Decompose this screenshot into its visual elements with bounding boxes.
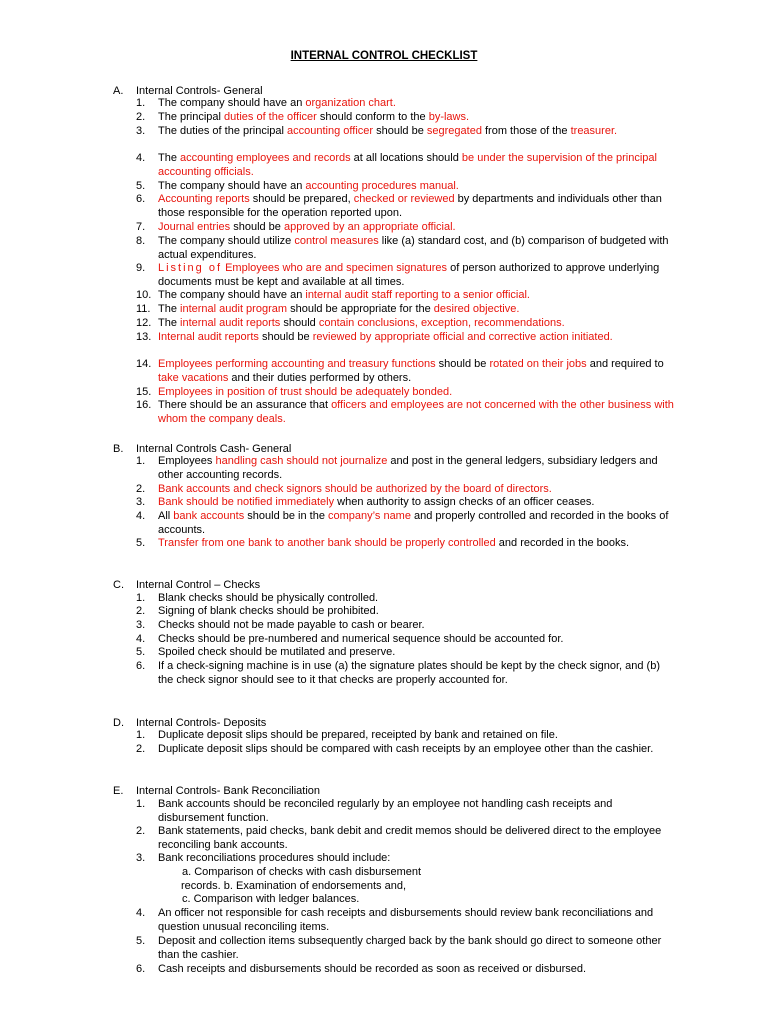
plain-text: and recorded in the books. xyxy=(495,537,630,549)
checklist-item xyxy=(136,97,676,111)
item-number: 13. xyxy=(136,331,152,343)
item-number: 3. xyxy=(136,496,146,508)
item-number: 15. xyxy=(136,386,152,398)
highlighted-text: internal audit staff reporting to a senior official. xyxy=(305,289,530,301)
section-title: Internal Controls- Deposits xyxy=(136,717,267,729)
checklist-item xyxy=(136,963,676,977)
item-number: 5. xyxy=(136,180,146,192)
highlighted-text: Transfer from one bank to another bank should be properly controlled xyxy=(158,537,496,549)
item-text xyxy=(158,455,676,482)
checklist-item xyxy=(136,262,676,289)
highlighted-text: rotated on their jobs xyxy=(489,358,587,370)
item-text xyxy=(158,537,676,551)
item-number: 12. xyxy=(136,317,152,329)
plain-text: Employees xyxy=(158,455,216,467)
checklist-item xyxy=(136,510,676,537)
checklist-item xyxy=(136,455,676,482)
highlighted-text: accounting officer xyxy=(287,125,374,137)
checklist-item xyxy=(136,825,676,852)
highlighted-text: organization chart. xyxy=(305,97,396,109)
plain-text: should be appropriate for the xyxy=(287,303,434,315)
plain-text: Checks should not be made payable to cash or bearer. xyxy=(158,619,425,631)
plain-text: Signing of blank checks should be prohibited. xyxy=(158,605,379,617)
checklist-item xyxy=(136,798,676,825)
plain-text: If a check-signing machine is in use (a) the signature plates should be kept by the check signor, and (b) the check signor should see to it that checks are properly accounted for. xyxy=(158,660,661,686)
checklist-item xyxy=(136,235,676,262)
checklist-item xyxy=(136,317,676,331)
highlighted-text: company’s name xyxy=(328,510,411,522)
sub-item: c. Comparison with ledger balances. xyxy=(182,893,360,905)
plain-text: and post in the general ledgers, subsidiary ledgers and other accounting records. xyxy=(158,455,658,481)
highlighted-text: control measures xyxy=(294,235,379,247)
item-text xyxy=(158,399,676,426)
plain-text: The xyxy=(158,317,181,329)
item-text xyxy=(158,193,676,220)
checklist-item xyxy=(136,537,676,551)
item-number: 2. xyxy=(136,825,146,837)
item-text xyxy=(158,221,676,235)
plain-text: of person authorized to approve underlying documents must be kept and available at all times. xyxy=(158,262,660,288)
highlighted-text: internal audit program xyxy=(180,303,288,315)
checklist-item xyxy=(136,852,676,866)
plain-text: An officer not responsible for cash receipts and disbursements should review bank reconciliations and question unusual reconciling items. xyxy=(158,907,654,933)
section-heading xyxy=(113,442,291,456)
highlighted-text: contain conclusions, exception, recommendations. xyxy=(318,317,565,329)
item-number: 4. xyxy=(136,907,146,919)
item-text xyxy=(158,97,676,111)
checklist-item xyxy=(136,152,676,179)
section-heading xyxy=(113,784,320,798)
item-number: 14. xyxy=(136,358,152,370)
checklist-item xyxy=(136,605,676,619)
plain-text: The company should have an xyxy=(158,180,306,192)
checklist-item xyxy=(136,646,676,660)
section-letter: C. xyxy=(113,579,124,591)
plain-text: The company should have an xyxy=(158,289,306,301)
item-text xyxy=(158,619,676,633)
document-title: INTERNAL CONTROL CHECKLIST xyxy=(290,50,478,62)
plain-text: should xyxy=(280,317,319,329)
plain-text: The company should have an xyxy=(158,97,306,109)
item-number: 3. xyxy=(136,125,146,137)
item-number: 2. xyxy=(136,483,146,495)
item-text xyxy=(158,262,676,289)
plain-text: should conform to the xyxy=(316,111,429,123)
item-text xyxy=(158,646,676,660)
item-text xyxy=(158,729,676,743)
plain-text: and their duties performed by others. xyxy=(228,371,412,384)
highlighted-text: Employees performing accounting and treasury functions xyxy=(158,358,436,370)
plain-text: All xyxy=(158,510,174,522)
item-text xyxy=(158,605,676,619)
highlighted-text: internal audit reports xyxy=(180,317,281,329)
item-number: 3. xyxy=(136,619,146,631)
highlighted-text: checked or reviewed xyxy=(353,193,455,205)
item-number: 6. xyxy=(136,963,146,975)
item-number: 5. xyxy=(136,646,146,658)
plain-text: from those of the xyxy=(481,125,571,137)
plain-text: Spoiled check should be mutilated and preserve. xyxy=(158,646,396,658)
section-heading xyxy=(113,84,263,98)
item-number: 4. xyxy=(136,633,146,645)
checklist-item xyxy=(136,180,676,194)
highlighted-text: Internal audit reports xyxy=(158,331,259,343)
checklist-item xyxy=(136,289,676,303)
item-text xyxy=(158,386,676,400)
plain-text: Blank checks should be physically controlled. xyxy=(158,592,379,604)
item-number: 2. xyxy=(136,605,146,617)
sub-item: records. b. Examination of endorsements and, xyxy=(181,880,407,892)
highlighted-text: officers and employees are not concerned with the other business with whom the company deals. xyxy=(158,399,674,425)
item-text xyxy=(158,317,676,331)
item-number: 1. xyxy=(136,798,146,810)
highlighted-text: take vacations xyxy=(158,371,229,384)
plain-text: The duties of the principal xyxy=(158,125,288,137)
highlighted-text: approved by an appropriate official. xyxy=(283,221,456,233)
item-text xyxy=(158,935,676,962)
highlighted-text: be under the supervision of the principal accounting officials. xyxy=(158,152,657,178)
section-letter: E. xyxy=(113,785,124,797)
plain-text: Bank reconciliations procedures should include: xyxy=(158,852,391,864)
highlighted-text: Bank should be notified immediately xyxy=(158,496,335,508)
item-number: 8. xyxy=(136,235,146,247)
plain-text: when authority to assign checks of an officer ceases. xyxy=(334,496,595,508)
plain-text: and required to xyxy=(586,358,664,370)
item-text xyxy=(158,633,676,647)
highlighted-text: duties of the officer xyxy=(224,111,317,123)
plain-text: and properly controlled and recorded in the books of accounts. xyxy=(158,510,669,536)
item-number: 1. xyxy=(136,729,146,741)
item-number: 1. xyxy=(136,455,146,467)
item-text xyxy=(158,907,676,934)
item-number: 2. xyxy=(136,111,146,123)
item-number: 4. xyxy=(136,510,146,522)
plain-text: should be prepared, xyxy=(249,193,354,205)
checklist-item xyxy=(136,399,676,426)
section-heading xyxy=(113,578,260,592)
item-text xyxy=(158,303,676,317)
plain-text: at all locations should xyxy=(350,152,462,164)
highlighted-text: Employees in position of trust should be adequately bonded. xyxy=(158,386,453,398)
plain-text: should be xyxy=(373,125,427,137)
sub-item: a. Comparison of checks with cash disbursement xyxy=(182,866,422,878)
item-text xyxy=(158,592,676,606)
checklist-item xyxy=(136,743,676,757)
item-text xyxy=(158,111,676,125)
section-letter: A. xyxy=(113,85,124,97)
highlighted-text: Accounting reports xyxy=(158,193,250,205)
checklist-item xyxy=(136,111,676,125)
item-text xyxy=(158,660,676,687)
item-number: 6. xyxy=(136,193,146,205)
highlighted-text: Listing of xyxy=(158,262,223,274)
plain-text: Bank accounts should be reconciled regularly by an employee not handling cash receipts and disbursement function. xyxy=(158,798,613,824)
plain-text: should be xyxy=(435,358,490,370)
plain-text: Duplicate deposit slips should be compared with cash receipts by an employee other than the cashier. xyxy=(158,743,654,755)
item-number: 10. xyxy=(136,289,152,301)
checklist-item xyxy=(136,633,676,647)
highlighted-text: by-laws. xyxy=(428,111,470,123)
item-number: 11. xyxy=(136,303,151,315)
plain-text: should be xyxy=(230,221,284,233)
item-text xyxy=(158,180,676,194)
checklist-item xyxy=(136,193,676,220)
section-title: Internal Control – Checks xyxy=(136,579,261,591)
plain-text: should be xyxy=(258,331,313,343)
item-text xyxy=(158,125,676,139)
item-text xyxy=(158,483,676,497)
highlighted-text: treasurer. xyxy=(570,125,618,137)
item-number: 5. xyxy=(136,935,146,947)
highlighted-text: accounting employees and records xyxy=(180,152,351,164)
checklist-item xyxy=(136,619,676,633)
highlighted-text: Employees who are and specimen signatures xyxy=(222,262,448,274)
item-number: 9. xyxy=(136,262,146,274)
checklist-item xyxy=(136,386,676,400)
plain-text: Cash receipts and disbursements should be recorded as soon as received or disbursed. xyxy=(158,963,587,975)
item-text xyxy=(158,331,676,345)
section-title: Internal Controls Cash- General xyxy=(136,443,292,455)
highlighted-text: segregated xyxy=(426,125,482,137)
checklist-item xyxy=(136,496,676,510)
section-heading xyxy=(113,716,266,730)
checklist-item xyxy=(136,907,676,934)
plain-text: The xyxy=(158,152,181,164)
item-text xyxy=(158,496,676,510)
checklist-item xyxy=(136,303,676,317)
item-number: 16. xyxy=(136,399,152,411)
plain-text: There should be an assurance that xyxy=(158,399,332,411)
plain-text: The company should utilize xyxy=(158,235,295,247)
item-number: 5. xyxy=(136,537,146,549)
checklist-item xyxy=(136,660,676,687)
checklist-item xyxy=(136,331,676,345)
item-number: 7. xyxy=(136,221,146,233)
item-text xyxy=(158,235,676,262)
section-letter: B. xyxy=(113,443,124,455)
item-number: 6. xyxy=(136,660,146,672)
section-title: Internal Controls- Bank Reconciliation xyxy=(136,785,321,797)
checklist-item xyxy=(136,125,676,139)
plain-text: The principal xyxy=(158,111,225,123)
section-letter: D. xyxy=(113,717,124,729)
highlighted-text: handling cash should not journalize xyxy=(215,455,388,467)
item-text xyxy=(158,825,676,852)
plain-text: Bank statements, paid checks, bank debit and credit memos should be delivered direct to the employee reconciling bank accounts. xyxy=(158,825,662,851)
item-number: 1. xyxy=(136,592,146,604)
item-number: 1. xyxy=(136,97,146,109)
item-text xyxy=(158,963,676,977)
item-text xyxy=(158,852,676,866)
checklist-item xyxy=(136,221,676,235)
highlighted-text: Bank accounts and check signors should be authorized by the board of directors. xyxy=(158,483,552,495)
plain-text: Deposit and collection items subsequently charged back by the bank should go direct to someone other than the cashier. xyxy=(158,935,662,961)
item-text xyxy=(158,289,676,303)
item-number: 2. xyxy=(136,743,146,755)
plain-text: like (a) standard cost, and (b) comparison of budgeted with actual expenditures. xyxy=(158,235,669,261)
item-text xyxy=(158,743,676,757)
item-text xyxy=(158,798,676,825)
item-text xyxy=(158,358,676,385)
plain-text: by departments and individuals other than those responsible for the operation reported upon. xyxy=(158,193,662,219)
highlighted-text: bank accounts xyxy=(173,510,245,522)
item-number: 3. xyxy=(136,852,146,864)
highlighted-text: accounting procedures manual. xyxy=(305,180,459,192)
plain-text: Duplicate deposit slips should be prepared, receipted by bank and retained on file. xyxy=(158,729,558,741)
item-text xyxy=(158,152,676,179)
checklist-item xyxy=(136,935,676,962)
section-title: Internal Controls- General xyxy=(136,85,263,97)
plain-text: Checks should be pre-numbered and numerical sequence should be accounted for. xyxy=(158,633,564,645)
item-number: 4. xyxy=(136,152,146,164)
plain-text: The xyxy=(158,303,181,315)
highlighted-text: reviewed by appropriate official and corrective action initiated. xyxy=(312,331,613,343)
checklist-item xyxy=(136,483,676,497)
checklist-item xyxy=(136,729,676,743)
plain-text: should be in the xyxy=(244,510,329,522)
item-text xyxy=(158,510,676,537)
checklist-item xyxy=(136,592,676,606)
highlighted-text: desired objective. xyxy=(433,303,520,315)
checklist-item xyxy=(136,358,676,385)
highlighted-text: Journal entries xyxy=(158,221,231,233)
